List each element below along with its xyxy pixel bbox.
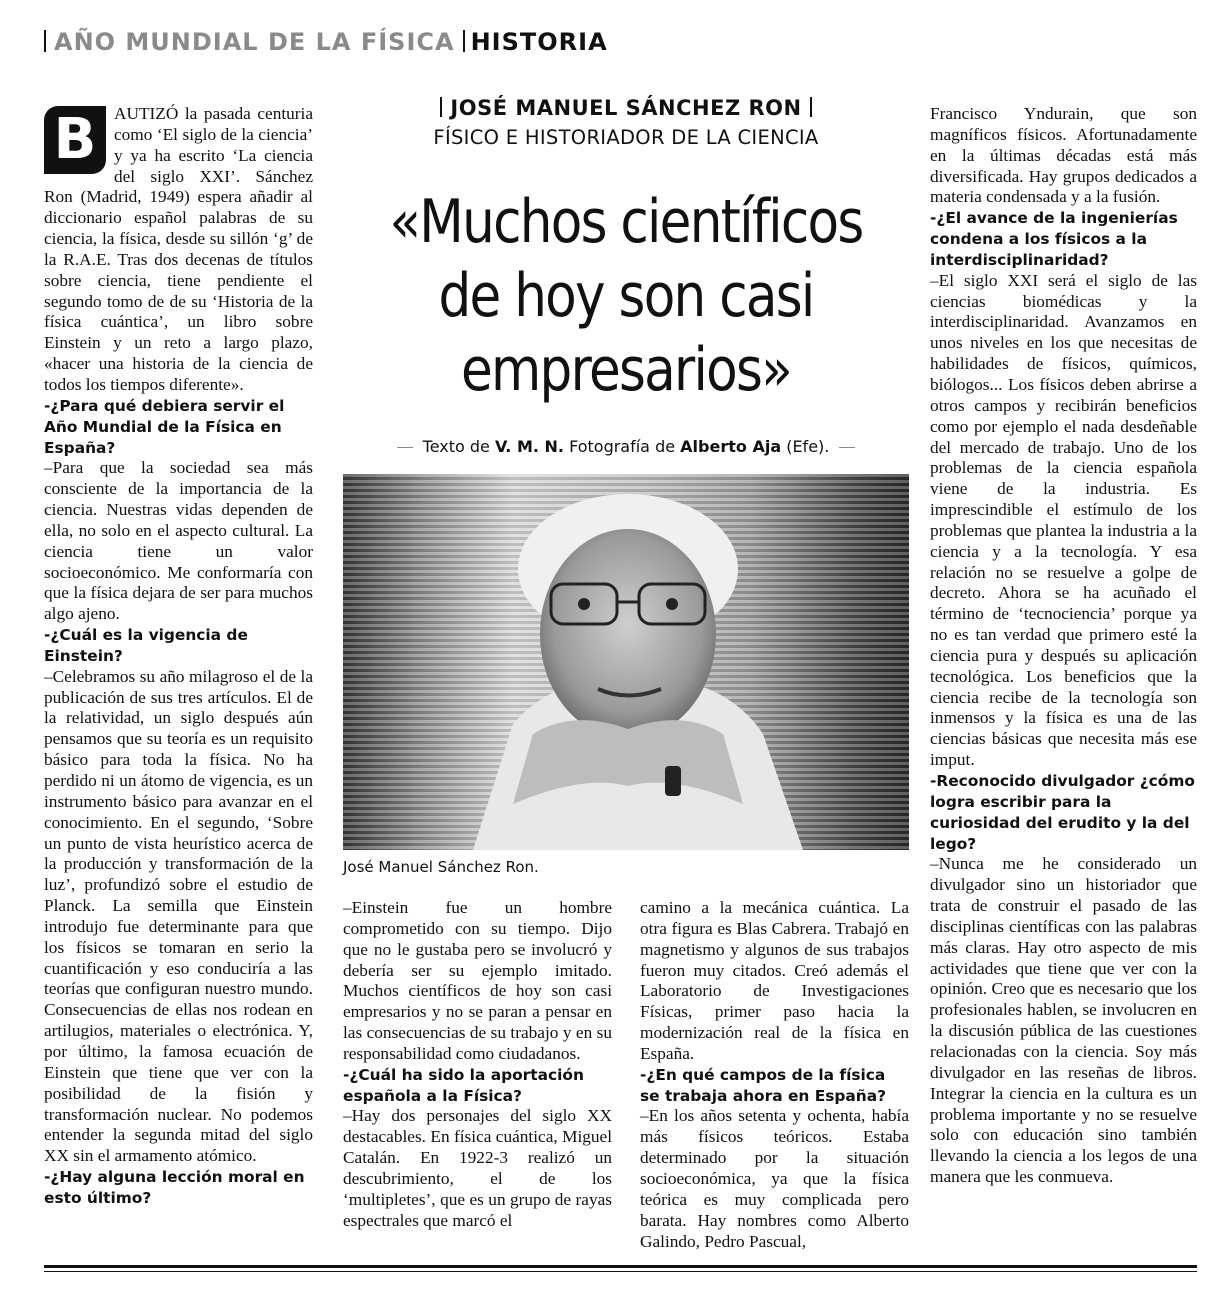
headline-line: de hoy son casi [438, 261, 814, 331]
interview-answer: –En los años setenta y ochenta, había más físicos teóricos. Estaba determinado por la situación socioeconómica, ya que la física teórica es muy complicada pero barata. Hay nombres como Alberto Galindo, Pedro Pascual, [640, 1106, 909, 1251]
section-divider [44, 30, 46, 52]
credits-photo-author: Alberto Aja [680, 437, 782, 456]
bottom-rule [44, 1265, 1197, 1268]
article-column-4 [930, 104, 1197, 1188]
credits-dash [397, 447, 413, 448]
interview-answer: Francisco Yndurain, que son magníficos físicos. Afortunadamente en la últimas décadas está más diversificada. Hay grupos dedicados a materia condensada y a la fusión. [930, 104, 1197, 207]
photo-caption: José Manuel Sánchez Ron. [343, 858, 539, 876]
dropcap: B [44, 106, 106, 174]
interview-question: -Reconocido divulgador ¿cómo logra escribir para la curiosidad del erudito y la del lego? [930, 772, 1195, 853]
article-column-1 [44, 104, 313, 1209]
interview-answer: –Einstein fue un hombre comprometido con su tiempo. Dijo que no le gustaba pero se involucró y debería ser su ejemplo imitado. Muchos científicos de hoy son casi empresarios y no se paran a pensar en las consecuencias de su trabajo y en su responsabilidad como ciudadanos. [343, 898, 612, 1063]
face-shape [540, 529, 716, 739]
portrait-illustration [343, 474, 909, 850]
credits-agency: (Efe). [786, 437, 830, 456]
section-divider [463, 30, 465, 52]
interview-answer: –Para que la sociedad sea más consciente de la importancia de la ciencia. Nuestras vidas dependen de ella, no solo en el aspecto cultural. La ciencia tiene un valor socioeconómico. Me conformaría con que la física dejara de ser para muchos algo ajeno. [44, 458, 313, 624]
interview-answer: –Nunca me he considerado un divulgador sino un historiador que trata de construir el pasado de las disciplinas científicas con las palabras más claras. Hay otro aspecto de mis actividades que tiene que ver con la opinión. Creo que es necesario que los profesionales hablen, se involucren en la discusión pública de las cuestiones relacionadas con la ciencia. Soy más divulgador en las reseñas de libros. Integrar la ciencia en la cultura es un problema importante y no se resuelve solo con educación sino también llevando la ciencia a los legos de una manera que les conmueva. [930, 854, 1197, 1187]
headline-line: «Muchos científicos [389, 187, 863, 257]
headline [371, 185, 880, 407]
interview-question: -¿En qué campos de la física se trabaja ahora en España? [640, 1065, 887, 1105]
section-subcategory: HISTORIA [470, 28, 608, 56]
section-category: AÑO MUNDIAL DE LA FÍSICA [54, 28, 455, 56]
interview-answer: –Celebramos su año milagroso el de la publicación de sus tres artículos. El de la relatividad, un siglo después aún pensamos que su teoría es un requisito básico para toda la física. No ha perdido ni un átomo de vigencia, es un instrumento básico para avanzar en el conocimiento. En el segundo, ‘Sobre un punto de vista heurístico acerca de la producción y transformación de la luz’, profundizó sobre el estudio de Planck. La semilla que Einstein introdujo fue determinante para que los físicos se tomaran en serio la cuantificación y eso conduciría a las teorías que configuran nuestro mundo. Consecuencias de ellas nos rodean en artilugios, materiales o electrónica. Y, por último, la famosa ecuación de Einstein que tiene que ver con la posibilidad de la fisión y transformación nuclear. No podemos entender la segunda mitad del siglo XX sin el armamento atómico. [44, 666, 313, 1166]
byline-divider [440, 97, 442, 117]
interview-answer: camino a la mecánica cuántica. La otra figura es Blas Cabrera. Trabajó en magnetismo y algunos de sus trabajos fueron muy citados. Creó además el Laboratorio de Investigaciones Físicas, primer paso hacia la modernización real de la física en España. [640, 898, 909, 1063]
watch-icon [665, 766, 681, 796]
interview-answer: –El siglo XXI será el siglo de las ciencias biomédicas y la interdisciplinaridad. Avanzamos en unos niveles en los que necesitas de habilidades de físicos, químicos, biólogos... Los físicos deben abrirse a otros campos y recibirán beneficios como por ejemplo el nada desdeñable del mercado de trabajo. Uno de los problemas de la ciencia española viene de la industria. Es imprescindible el estímulo de los problemas que plantea la industria a la ciencia y a la tecnología. Y esa relación no se resuelve a golpe de decreto. Ahora se ha acuñado el término de ‘tecnociencia’ porque ya no es tan verdad que primero esté la ciencia pura y después su aplicación tecnológica. Los beneficios que la ciencia recibe de la tecnología son inmensos y la física es una de las ciencias básicas que necesita más ese imput. [930, 270, 1197, 770]
interview-question: -¿Cuál es la vigencia de Einstein? [44, 626, 248, 665]
byline [343, 96, 909, 149]
article-column-3 [640, 898, 909, 1252]
interview-answer: –Hay dos personajes del siglo XX destacables. En física cuántica, Miguel Catalán. En 1922-3 realizó un descubrimiento, el de los ‘multipletes’, que es un grupo de rayas espectrales que marcó el [343, 1106, 612, 1230]
credits-dash [839, 447, 855, 448]
interview-question: -¿Para qué debiera servir el Año Mundial de la Física en España? [44, 396, 285, 457]
byline-divider [810, 97, 812, 117]
interviewee-name-text: JOSÉ MANUEL SÁNCHEZ RON [450, 96, 802, 120]
headline-line: empresarios» [460, 335, 792, 405]
credits-line [343, 437, 909, 456]
interview-question: -¿Cuál ha sido la aportación española a la Física? [343, 1065, 584, 1105]
interview-question: -¿El avance de la ingenierías condena a los físicos a la interdisciplinaridad? [930, 209, 1178, 269]
article-column-2 [343, 898, 612, 1232]
credits-text-author: V. M. N. [494, 437, 564, 456]
credits-photo-prefix: Fotografía de [569, 437, 676, 456]
bottom-rule-thin [44, 1271, 1197, 1272]
portrait-photo [343, 474, 909, 850]
interviewee-role: FÍSICO E HISTORIADOR DE LA CIENCIA [433, 126, 819, 149]
lead-paragraph: AUTIZÓ la pasada centuria como ‘El siglo de la ciencia’ y ya ha escrito ‘La ciencia del siglo XXI’. Sánchez Ron (Madrid, 1949) espera añadir al diccionario español palabras de su ciencia, la física, desde su sillón ‘g’ de la R.A.E. Tras dos decenas de títulos sobre ciencia, tiene pendiente el segundo tomo de de su ‘Historia de la física cuántica’, un libro sobre Einstein y un reto a largo plazo, «hacer una historia de la ciencia de todos los tiempos diferente». [44, 104, 313, 394]
section-header [44, 28, 608, 62]
credits-text-prefix: Texto de [422, 437, 490, 456]
interviewee-name [343, 96, 909, 120]
interview-question: -¿Hay alguna lección moral en esto último? [44, 1168, 305, 1207]
